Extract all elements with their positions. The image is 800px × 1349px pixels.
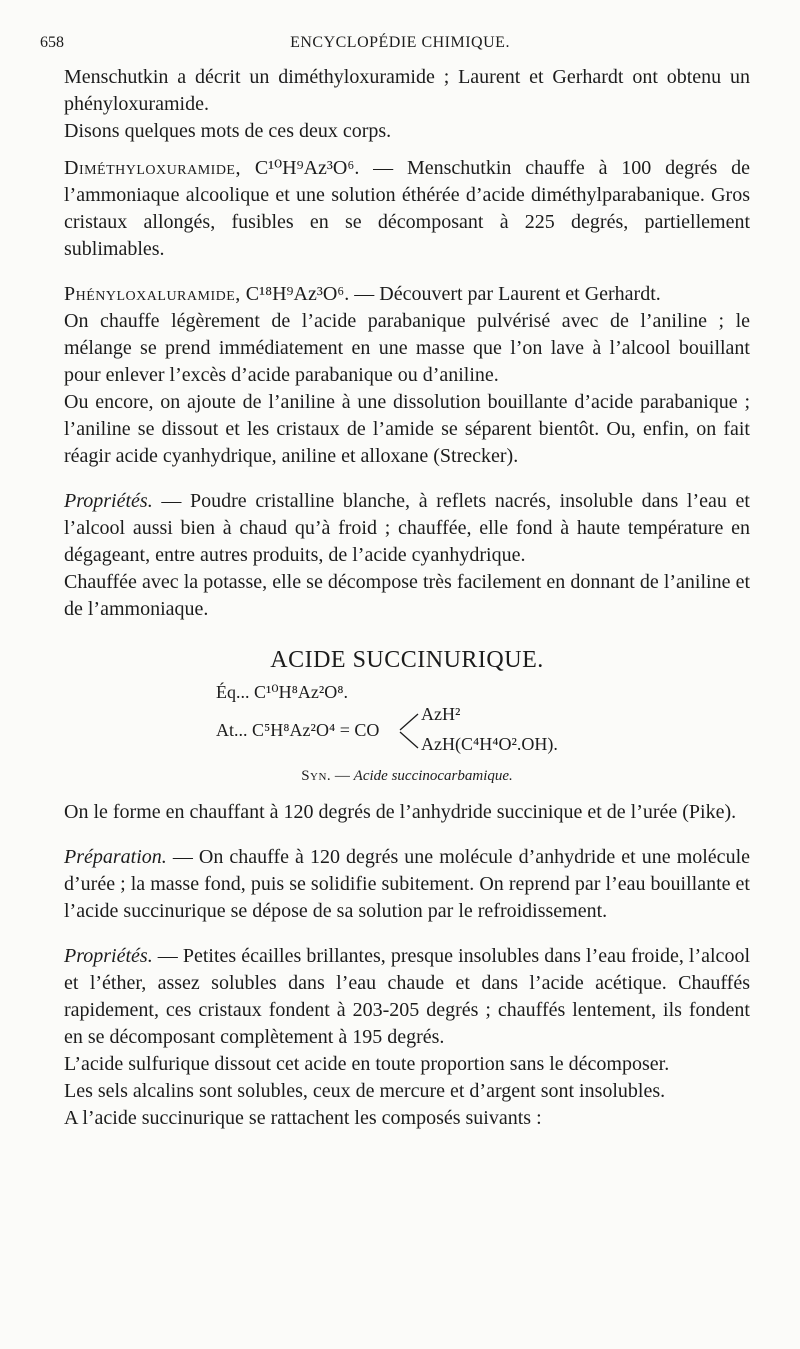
running-title: ENCYCLOPÉDIE CHIMIQUE. [290,34,510,51]
preparation-paragraph [64,844,750,925]
synonym: Syn. — Acide succinocarbamique. [301,768,513,784]
atomic-formula [216,704,750,760]
succinuric-paragraph-6: A l’acide succinurique se rattachent les composés suivants : [64,1107,542,1129]
page-header [40,34,760,58]
phenyl-properties-paragraph [64,488,750,569]
syn-text: Acide succinocarbamique. [353,768,513,784]
preparation-label: Préparation. [64,846,167,868]
dimethyl-formula: C¹⁰H⁹Az³O⁶. [254,157,360,179]
phenyl-properties-text: — Poudre cristalline blanche, à reflets nacrés, insoluble dans l’eau et l’alcool aussi bien à chaud qu’à froid ; chauffée, elle fond à haute température en dégageant, entre autres produits, de l’acide cyanhydrique. [64,490,750,566]
dimethyl-text: — Menschutkin chauffe à 100 degrés de l’ammoniaque alcoolique et une solution éthérée d’acide diméthylparabanique. Gros cristaux allongés, fusibles en se décomposant à 225 degrés, partiellement sublimables. [64,157,751,260]
phenyl-paragraph-3: Ou encore, on ajoute de l’aniline à une dissolution bouillante d’acide parabanique ; l’aniline se dissout et les cristaux de l’amide se séparent bientôt. Ou, enfin, on fait réagir acide cyanhydrique, aniline et alloxane (Strecker). [64,391,750,467]
formula-branch-lines [398,710,422,752]
section-title: ACIDE SUCCINURIQUE. [270,647,544,673]
succinuric-properties-paragraph [64,943,750,1051]
intro-paragraph: Menschutkin a décrit un diméthyloxuramide ; Laurent et Gerhardt ont obtenu un phényloxuramide. [64,66,750,115]
succinuric-paragraph-1: On le forme en chauffant à 120 degrés de l’anhydride succinique et de l’urée (Pike). [64,801,737,823]
succinuric-paragraph-5: Les sels alcalins sont solubles, ceux de mercure et d’argent sont insolubles. [64,1080,666,1102]
at-label: At... C⁵H⁸Az²O⁴ = CO [216,720,380,740]
eq-formula: C¹⁰H⁸Az²O⁸. [254,682,349,702]
succinuric-paragraph-4: L’acide sulfurique dissout cet acide en toute proportion sans le décomposer. [64,1053,670,1075]
syn-label: Syn. [301,768,332,784]
phenyl-properties-label: Propriétés. [64,490,153,512]
at-branch-bottom: AzH(C⁴H⁴O².OH). [421,734,558,754]
phenyl-paragraph-2: On chauffe légèrement de l’acide parabanique pulvérisé avec de l’aniline ; le mélange se prend immédiatement en une masse que l’on lave à l’alcool bouillant pour enlever l’excès d’acide parabanique ou d’aniline. [64,310,750,386]
succinuric-properties-text: — Petites écailles brillantes, presque insolubles dans l’eau froide, l’alcool et l’éther, assez solubles dans l’eau chaude et dans l’acide acétique. Chauffés rapidement, ces cristaux fondent à 203-205 degrés ; chauffés lentement, ils fondent en se décomposant complètement à 195 degrés. [64,945,750,1048]
at-branch-top: AzH² [421,704,461,724]
phenyl-text: — Découvert par Laurent et Gerhardt. [349,283,661,305]
equivalent-formula [216,680,750,704]
page-body [64,64,750,1132]
dimethyl-name: Diméthyloxuramide, [64,157,241,179]
succinuric-properties-label: Propriétés. [64,945,153,967]
dimethyl-paragraph [64,155,750,263]
phenyl-paragraph-5: Chauffée avec la potasse, elle se décompose très facilement en donnant de l’aniline et de l’ammoniaque. [64,571,750,620]
preparation-text: — On chauffe à 120 degrés une molécule d’anhydride et une molécule d’urée ; la masse fond, puis se solidifie subitement. On reprend par l’eau bouillante et l’acide succinurique se dépose de sa solution par le refroidissement. [64,846,750,922]
eq-label: Éq... [216,682,254,702]
phenyl-name: Phényloxaluramide, [64,283,241,305]
page-number: 658 [40,34,64,51]
intro-paragraph-2: Disons quelques mots de ces deux corps. [64,120,392,142]
phenyl-heading-paragraph [64,281,750,308]
phenyl-formula: C¹⁸H⁹Az³O⁶. [245,283,350,305]
